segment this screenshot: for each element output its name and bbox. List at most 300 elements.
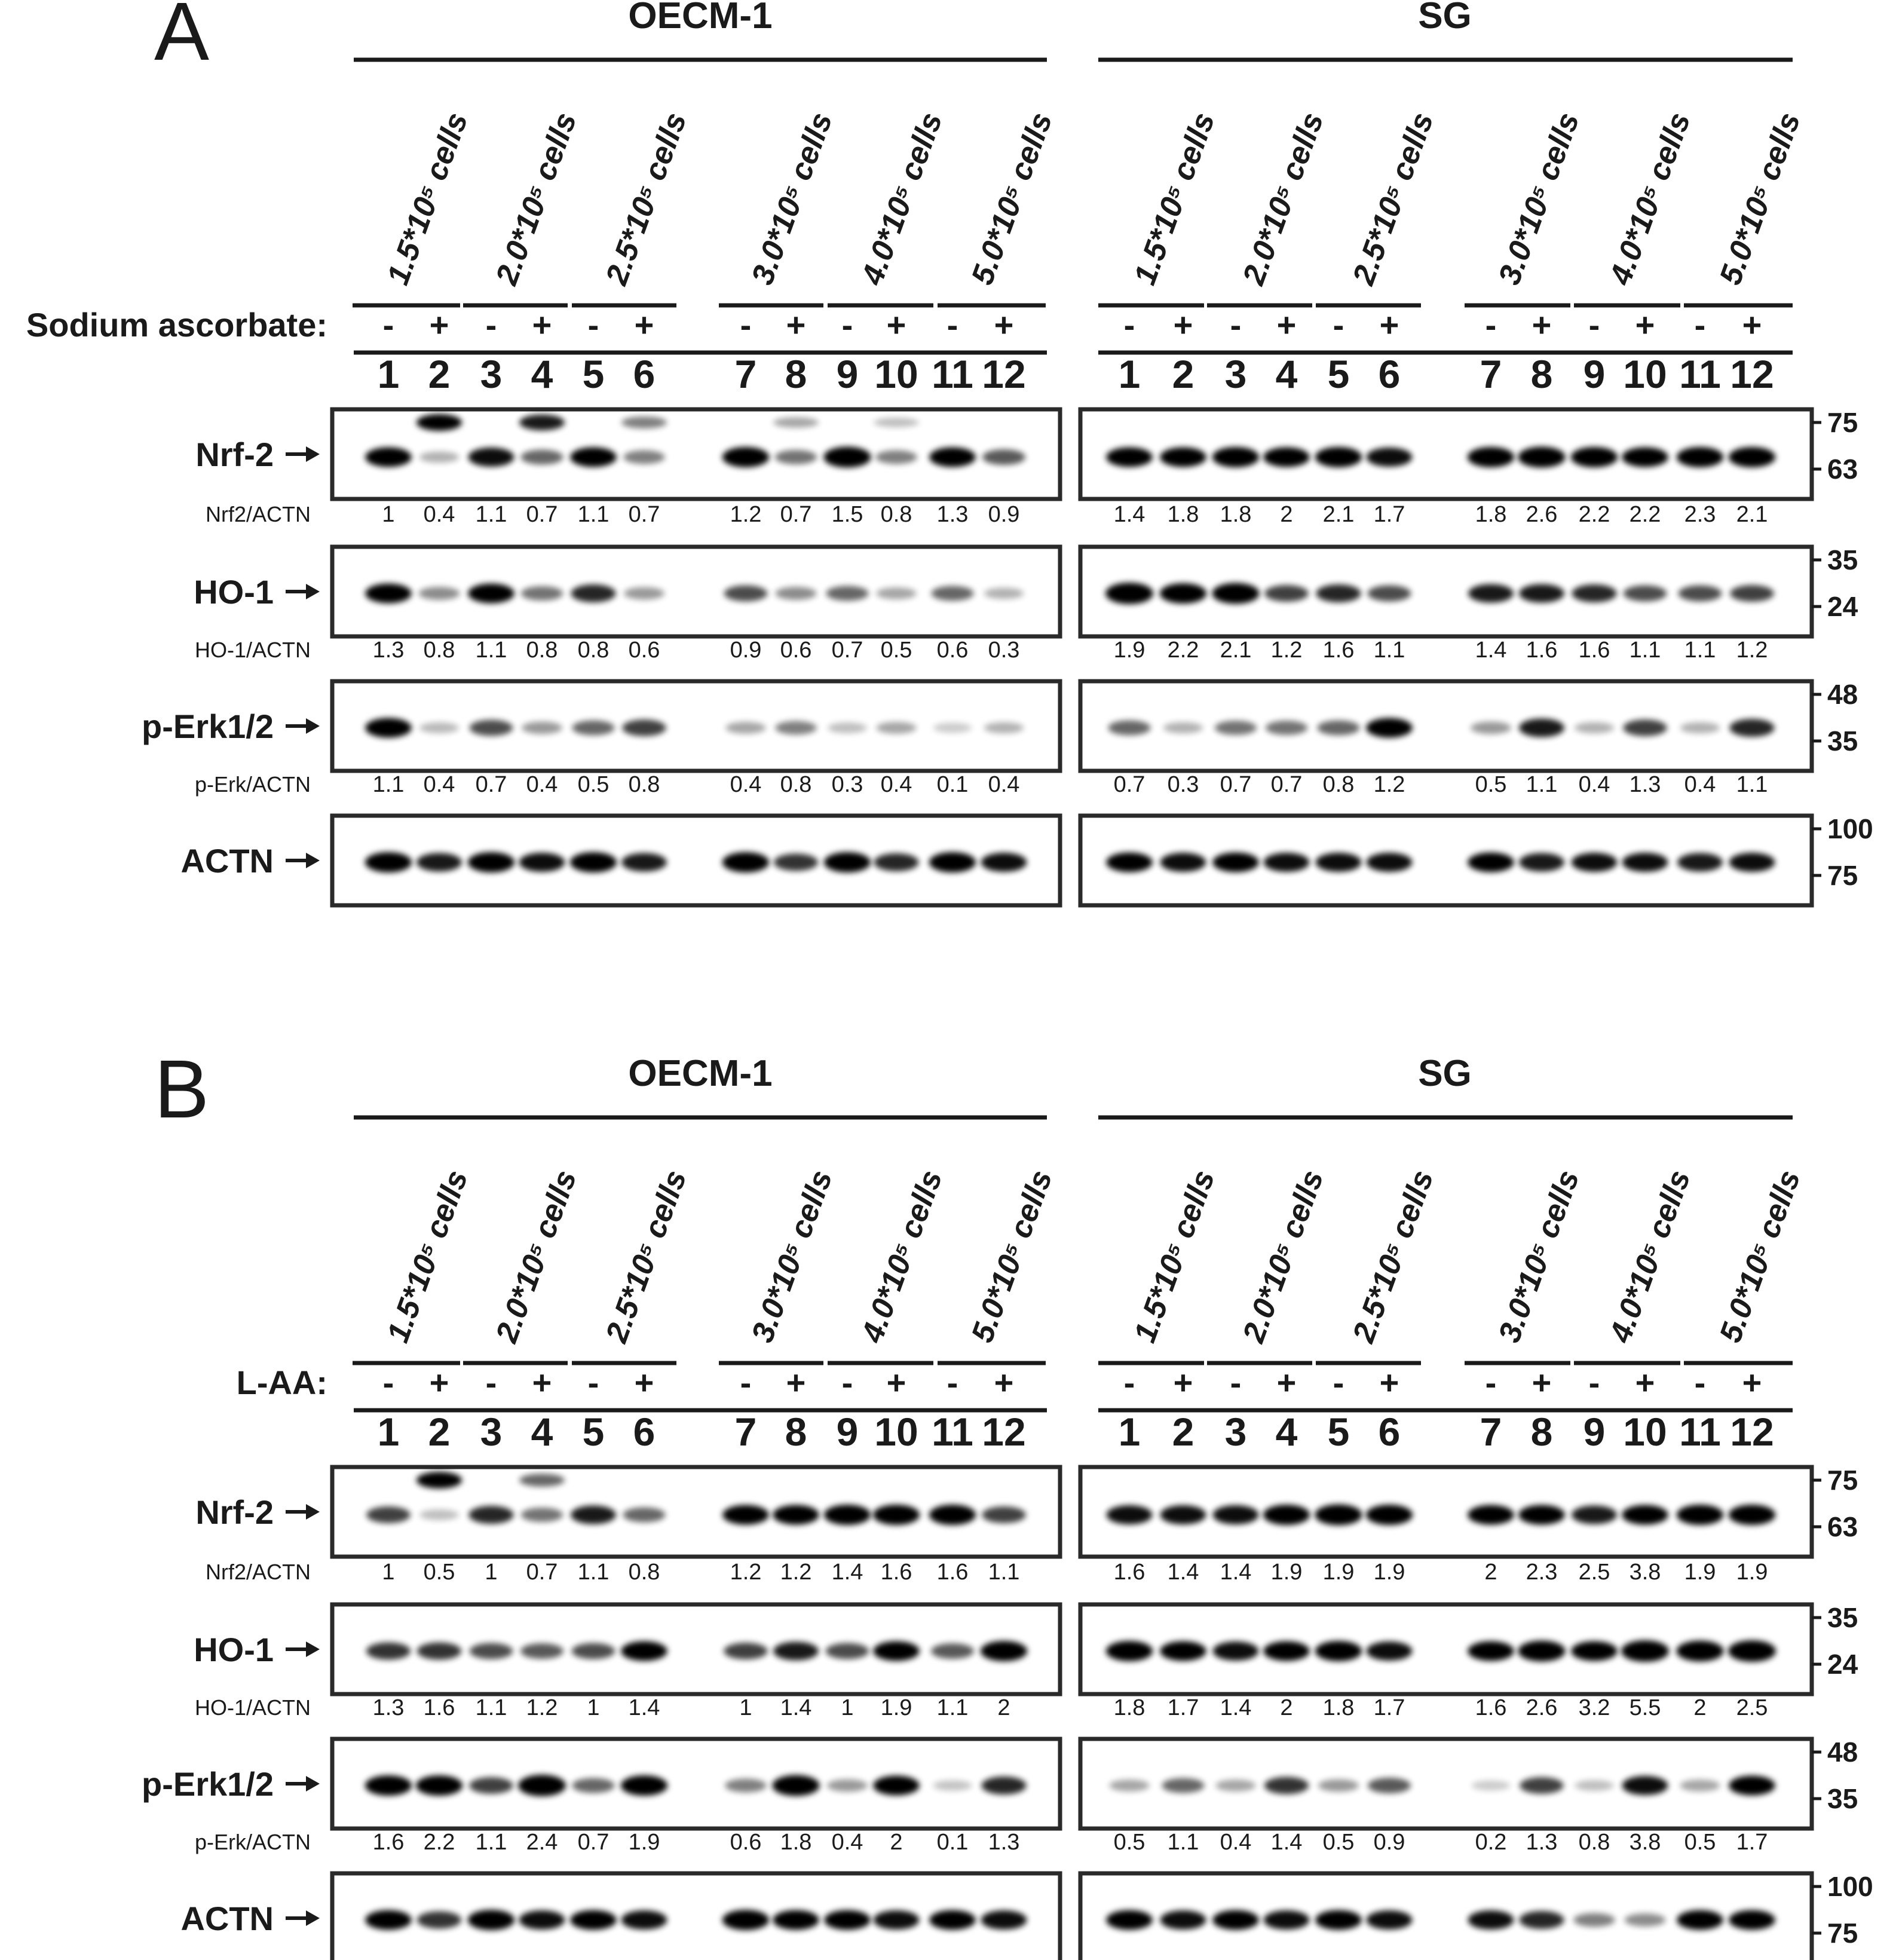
band-upper [519, 1474, 565, 1487]
group-title: SG [1418, 0, 1472, 36]
treatment-sign: + [1173, 306, 1193, 344]
band [417, 1643, 461, 1660]
ratio-value: 0.5 [1322, 1830, 1355, 1855]
lane-number: 10 [1623, 1410, 1667, 1454]
band [776, 587, 817, 600]
band [1160, 1642, 1206, 1661]
mw-marker: 75 [1827, 860, 1858, 891]
ratio-value: 1.1 [577, 502, 609, 527]
band [1263, 1642, 1310, 1661]
density-label: 4.0*10⁵ cells [1603, 108, 1698, 290]
band [1315, 447, 1362, 467]
band [1264, 853, 1310, 872]
ratio-row [195, 638, 1768, 663]
band [1624, 586, 1667, 602]
ratio-value: 0.4 [1220, 1830, 1252, 1855]
ratio-value: 0.6 [628, 638, 660, 663]
treatment-sign: + [532, 1364, 552, 1401]
band [1729, 719, 1774, 737]
mw-marker: 63 [1827, 1511, 1858, 1542]
band [522, 722, 562, 734]
lane-number: 2 [428, 1410, 451, 1454]
ratio-value: 0.6 [780, 638, 812, 663]
ratio-value: 1.6 [1113, 1560, 1145, 1585]
ratio-value: 1.7 [1736, 1830, 1768, 1855]
treatment-sign: - [841, 306, 853, 344]
ratio-value: 2.6 [1526, 502, 1558, 527]
band [873, 1642, 920, 1661]
lane-number: 11 [932, 1410, 973, 1454]
ratio-value: 1.4 [780, 1695, 812, 1720]
ratio-value: 0.8 [880, 502, 912, 527]
ratio-value: 2 [1484, 1560, 1497, 1585]
treatment-sign: - [587, 1364, 599, 1401]
band [724, 586, 768, 602]
mw-marker: 48 [1827, 1737, 1858, 1768]
ratio-value: 0.5 [423, 1560, 455, 1585]
blot-label: HO-1 [194, 1631, 274, 1668]
band [570, 852, 617, 872]
treatment-sign: + [1742, 306, 1762, 344]
ratio-value: 0.7 [577, 1830, 609, 1855]
ratio-value: 1.3 [372, 1695, 405, 1720]
band [1677, 1505, 1723, 1525]
band [1316, 584, 1361, 602]
lane-number: 2 [1172, 1410, 1194, 1454]
ratio-value: 3.8 [1629, 1830, 1661, 1855]
band [1215, 721, 1257, 735]
ratio-value: 1 [382, 502, 395, 527]
ratio-row [195, 772, 1768, 797]
ratio-value: 1.1 [1684, 638, 1716, 663]
lane-number: 5 [582, 1410, 605, 1454]
band [621, 1775, 667, 1796]
band [1676, 1641, 1723, 1662]
band [1109, 1780, 1149, 1791]
ratio-value: 2.3 [1684, 502, 1716, 527]
lane-number: 11 [932, 352, 973, 396]
band [722, 1910, 769, 1930]
band [933, 1780, 972, 1791]
band [1520, 1777, 1564, 1794]
density-label: 3.0*10⁵ cells [745, 1165, 840, 1348]
band [622, 719, 666, 736]
density-label: 5.0*10⁵ cells [964, 108, 1059, 290]
band [1519, 1911, 1564, 1929]
band [1571, 447, 1618, 467]
band [621, 1642, 667, 1661]
blot-label: p-Erk1/2 [142, 1765, 274, 1803]
treatment-sign: - [947, 1364, 958, 1401]
ratio-value: 0.6 [730, 1830, 762, 1855]
band [624, 587, 664, 600]
band [1622, 853, 1668, 872]
band [1212, 853, 1259, 872]
band [929, 1505, 976, 1525]
blot-label: p-Erk1/2 [142, 708, 274, 745]
treatment-sign: + [886, 306, 906, 344]
band [1367, 1642, 1413, 1661]
ratio-value: 2.1 [1736, 502, 1768, 527]
treatment-label: L-AA: [236, 1364, 327, 1401]
band [1468, 853, 1514, 872]
ratio-value: 0.7 [831, 638, 863, 663]
ratio-value: 1.4 [1475, 638, 1507, 663]
treatment-sign: + [634, 306, 654, 344]
treatment-sign: - [1123, 1364, 1135, 1401]
band [365, 852, 412, 872]
treatment-sign: + [1532, 1364, 1552, 1401]
band [1621, 1640, 1669, 1662]
band [1623, 719, 1667, 736]
band [1680, 722, 1720, 734]
treatment-sign: - [1485, 306, 1497, 344]
ratio-value: 3.8 [1629, 1560, 1661, 1585]
lane-number: 12 [982, 1410, 1026, 1454]
band [1729, 1505, 1775, 1525]
mw-marker: 75 [1827, 1465, 1858, 1496]
ratio-value: 1.2 [1736, 638, 1768, 663]
lane-number: 9 [836, 352, 859, 396]
band [1680, 1780, 1720, 1791]
mw-marker: 63 [1827, 454, 1858, 485]
lane-number: 9 [1583, 352, 1606, 396]
ratio-value: 1.9 [1113, 638, 1145, 663]
ratio-value: 0.6 [936, 638, 969, 663]
lane-number: 7 [734, 352, 757, 396]
ratio-value: 1.7 [1373, 1695, 1405, 1720]
lane-number: 4 [531, 352, 553, 396]
density-label: 2.0*10⁵ cells [489, 108, 584, 290]
ratio-value: 2 [1280, 502, 1293, 527]
band [725, 1779, 767, 1793]
band [873, 1776, 920, 1796]
treatment-sign: + [634, 1364, 654, 1401]
blot-ho-1 [194, 544, 1858, 636]
treatment-label: Sodium ascorbate: [26, 306, 327, 344]
treatment-sign: + [786, 306, 806, 344]
lane-number: 8 [785, 352, 807, 396]
treatment-sign: + [786, 1364, 806, 1401]
ratio-value: 0.8 [526, 638, 558, 663]
band [1472, 1781, 1511, 1791]
lane-number: 1 [377, 352, 400, 396]
band [1318, 1780, 1359, 1792]
arrow-head-icon [306, 718, 320, 734]
ratio-value: 0.5 [1113, 1830, 1145, 1855]
band [775, 450, 817, 464]
band [1677, 1910, 1723, 1930]
density-label: 1.5*10⁵ cells [380, 108, 475, 290]
band [1212, 583, 1259, 604]
mw-marker: 100 [1827, 1871, 1873, 1902]
ratio-value: 1 [382, 1560, 395, 1585]
lane-number: 6 [633, 1410, 656, 1454]
lane-number: 12 [1730, 1410, 1774, 1454]
ratio-value: 1.6 [1475, 1695, 1507, 1720]
ratio-value: 1.9 [628, 1830, 660, 1855]
mw-marker: 75 [1827, 407, 1858, 438]
band [984, 722, 1024, 734]
lane-number: 4 [531, 1410, 553, 1454]
band [1368, 586, 1411, 602]
band-upper [416, 414, 462, 431]
density-label: 4.0*10⁵ cells [1603, 1165, 1698, 1348]
arrow-head-icon [306, 1776, 320, 1791]
band [1366, 718, 1413, 738]
band [1625, 1913, 1666, 1927]
ratio-value: 0.8 [1322, 772, 1355, 797]
ratio-value: 2.2 [1629, 502, 1661, 527]
ratio-value: 1.9 [1373, 1560, 1405, 1585]
band [1315, 1505, 1362, 1526]
band [1106, 1910, 1153, 1930]
band [981, 1641, 1027, 1661]
band [419, 587, 460, 600]
band [419, 1509, 459, 1520]
band [1622, 1776, 1668, 1795]
blot-label: Nrf-2 [195, 436, 274, 473]
band [725, 722, 765, 734]
lane-number: 3 [480, 1410, 503, 1454]
ratio-value: 1.1 [475, 1695, 507, 1720]
density-label: 2.0*10⁵ cells [1236, 108, 1331, 290]
band [1571, 1642, 1618, 1661]
band [1213, 1642, 1259, 1661]
ratio-value: 0.5 [577, 772, 609, 797]
arrow-head-icon [306, 853, 320, 868]
band [981, 853, 1027, 872]
ratio-value: 0.8 [1578, 1830, 1610, 1855]
lane-number: 5 [1327, 352, 1350, 396]
band [1212, 1910, 1259, 1930]
lane-number: 10 [874, 1410, 918, 1454]
band [931, 1643, 974, 1659]
blot-nrf-2 [195, 1465, 1858, 1557]
treatment-sign: + [886, 1364, 906, 1401]
ratio-value: 0.8 [628, 772, 660, 797]
lane-number: 8 [1530, 1410, 1553, 1454]
band [1622, 1505, 1668, 1525]
ratio-value: 1.6 [372, 1830, 405, 1855]
lane-number: 11 [1679, 352, 1721, 396]
treatment-sign: + [429, 306, 449, 344]
density-label: 2.5*10⁵ cells [599, 1165, 694, 1348]
arrow-head-icon [306, 1504, 320, 1520]
ratio-value: 1.2 [730, 1560, 762, 1585]
lane-number: 6 [1378, 352, 1401, 396]
ratio-value: 2 [1693, 1695, 1707, 1720]
arrow-head-icon [306, 584, 320, 599]
ratio-value: 0.4 [1578, 772, 1610, 797]
ratio-row [206, 502, 1768, 527]
treatment-sign: + [429, 1364, 449, 1401]
ratio-value: 1.5 [831, 502, 863, 527]
blot-label: Nrf-2 [195, 1493, 274, 1531]
density-label: 3.0*10⁵ cells [1491, 108, 1586, 290]
band [1315, 1910, 1362, 1930]
ratio-value: 1.2 [526, 1695, 558, 1720]
ratio-value: 1.3 [988, 1830, 1020, 1855]
lane-number: 3 [480, 352, 503, 396]
band [1263, 1505, 1310, 1525]
band [419, 452, 459, 463]
lane-number: 9 [836, 1410, 859, 1454]
lane-number: 12 [982, 352, 1026, 396]
lane-number: 6 [633, 352, 656, 396]
treatment-sign: - [1333, 306, 1344, 344]
density-label: 2.5*10⁵ cells [599, 108, 694, 290]
ratio-value: 2 [1280, 1695, 1293, 1720]
ratio-value: 1.1 [1167, 1830, 1199, 1855]
treatment-sign: - [1588, 306, 1600, 344]
ratio-value: 0.3 [831, 772, 863, 797]
treatment-sign: + [1276, 306, 1297, 344]
band [572, 1643, 615, 1659]
band [468, 852, 514, 872]
ratio-label: HO-1/ACTN [194, 1695, 311, 1720]
band [1575, 722, 1614, 734]
band [824, 852, 871, 872]
ratio-value: 1.6 [423, 1695, 455, 1720]
ratio-value: 1 [739, 1695, 752, 1720]
band [929, 1910, 976, 1930]
ratio-value: 2.5 [1578, 1560, 1610, 1585]
band [519, 853, 565, 872]
ratio-value: 1.8 [780, 1830, 812, 1855]
treatment-sign: - [740, 306, 752, 344]
ratio-value: 0.4 [831, 1830, 863, 1855]
treatment-sign: - [1123, 306, 1135, 344]
ratio-value: 3.2 [1578, 1695, 1610, 1720]
ratio-value: 1.8 [1113, 1695, 1145, 1720]
band [1366, 1505, 1413, 1525]
band [1108, 721, 1150, 736]
band [571, 1506, 616, 1524]
ratio-value: 1.8 [1220, 502, 1252, 527]
band [621, 1910, 667, 1930]
arrow-head-icon [306, 1642, 320, 1657]
band [520, 450, 563, 465]
band [1468, 1910, 1514, 1930]
ratio-value: 1.3 [1629, 772, 1661, 797]
blot-p-erk1-2 [142, 679, 1858, 771]
lane-number: 1 [1118, 1410, 1141, 1454]
band [519, 1910, 565, 1930]
ratio-value: 0.5 [1684, 1830, 1716, 1855]
band [929, 448, 976, 467]
treatment-sign: - [382, 306, 394, 344]
band [1729, 447, 1775, 467]
band [470, 1643, 513, 1659]
ratio-value: 1.9 [1270, 1560, 1303, 1585]
ratio-value: 1.4 [1220, 1560, 1252, 1585]
density-label: 2.5*10⁵ cells [1346, 1165, 1441, 1348]
band [826, 1643, 869, 1659]
ratio-value: 1.6 [1526, 638, 1558, 663]
band [1160, 1505, 1206, 1524]
band [773, 1505, 819, 1525]
ratio-value: 1.6 [936, 1560, 969, 1585]
treatment-sign: - [1230, 1364, 1242, 1401]
band [981, 1777, 1026, 1794]
band [1106, 853, 1153, 872]
treatment-sign: + [994, 306, 1014, 344]
arrow-head-icon [306, 1910, 320, 1926]
density-label: 1.5*10⁵ cells [1127, 108, 1222, 290]
band [1728, 1640, 1776, 1662]
ratio-value: 0.1 [936, 772, 969, 797]
ratio-row [206, 1560, 1768, 1585]
ratio-value: 1.7 [1373, 502, 1405, 527]
panel-letter: A [154, 0, 210, 78]
density-label: 3.0*10⁵ cells [745, 108, 840, 290]
band [1468, 447, 1514, 467]
band [570, 1910, 617, 1930]
ratio-value: 0.5 [880, 638, 912, 663]
band [1315, 1641, 1362, 1661]
band [826, 586, 868, 601]
blot-actn [180, 813, 1873, 905]
ratio-value: 1.1 [936, 1695, 969, 1720]
band [722, 447, 769, 467]
ratio-value: 0.4 [423, 502, 455, 527]
treatment-sign: + [1635, 1364, 1655, 1401]
mw-marker: 35 [1827, 1602, 1858, 1633]
treatment-sign: + [532, 306, 552, 344]
band [1572, 1506, 1617, 1524]
band [1160, 448, 1206, 467]
band [468, 584, 514, 604]
band [623, 1508, 665, 1523]
ratio-value: 1.1 [475, 638, 507, 663]
band [876, 587, 916, 599]
ratio-value: 2.2 [1167, 638, 1199, 663]
treatment-sign: - [1230, 306, 1242, 344]
treatment-sign: - [485, 306, 497, 344]
ratio-value: 1.8 [1475, 502, 1507, 527]
blot-label: ACTN [180, 842, 274, 880]
band [468, 1910, 514, 1930]
treatment-sign: - [947, 306, 958, 344]
ratio-value: 1.1 [475, 502, 507, 527]
band [981, 1910, 1027, 1930]
ratio-value: 2.5 [1736, 1695, 1768, 1720]
band [570, 448, 617, 467]
band [572, 1778, 614, 1793]
band [1263, 448, 1310, 467]
band [874, 853, 918, 871]
lane-number: 10 [874, 352, 918, 396]
group-title: OECM-1 [628, 0, 773, 36]
band [1518, 1505, 1565, 1525]
density-label: 3.0*10⁵ cells [1491, 1165, 1586, 1348]
ratio-value: 2 [890, 1830, 903, 1855]
band [1468, 1505, 1514, 1525]
ratio-value: 1.4 [1167, 1560, 1199, 1585]
ratio-value: 0.9 [988, 502, 1020, 527]
ratio-value: 1.4 [1270, 1830, 1303, 1855]
ratio-value: 1.3 [936, 502, 969, 527]
ratio-value: 0.7 [1270, 772, 1303, 797]
ratio-value: 2 [997, 1695, 1010, 1720]
band [365, 448, 412, 467]
treatment-sign: - [587, 306, 599, 344]
band [1215, 1780, 1255, 1791]
mw-marker: 35 [1827, 544, 1858, 575]
ratio-value: 1.2 [730, 502, 762, 527]
blot-p-erk1-2 [142, 1737, 1858, 1829]
